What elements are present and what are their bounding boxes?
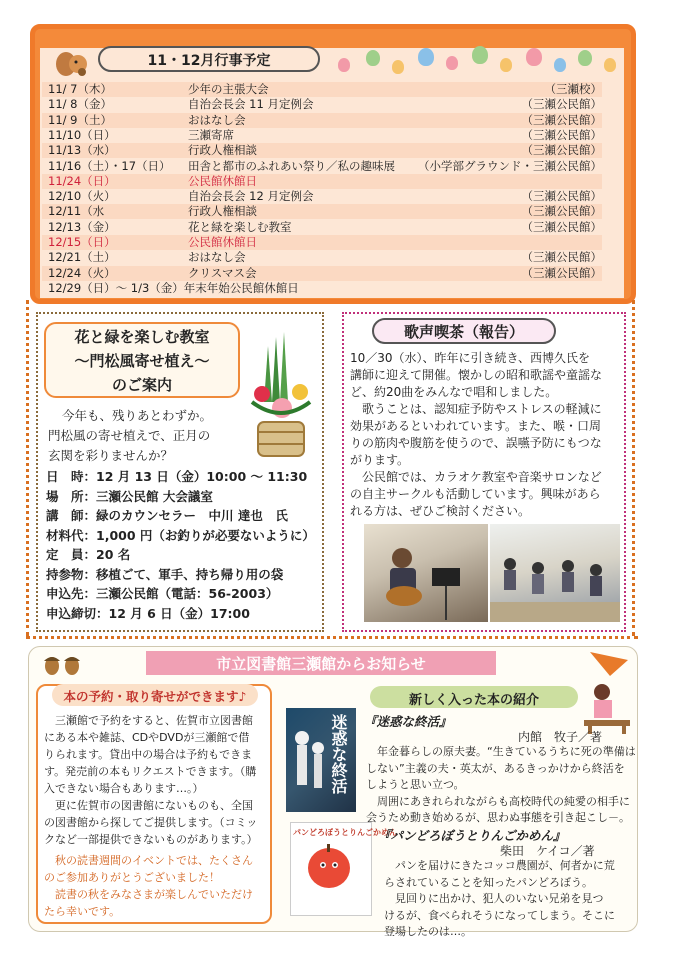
guitar-performance-photo bbox=[364, 524, 488, 622]
book1-desc-line: 年金暮らしの原夫妻。“生きているうちに死の準備は bbox=[366, 745, 636, 758]
book1-title: 『迷惑な終活』 bbox=[364, 714, 452, 729]
schedule-list bbox=[0, 82, 678, 298]
schedule-event: おはなし会 bbox=[188, 250, 246, 265]
book2-desc-line: けるが、食べられそうになってしまう。そこに bbox=[384, 908, 615, 922]
schedule-venue: （三瀬公民館） bbox=[521, 219, 602, 234]
song-cafe-line: 効果があるといわれています。また、喉・口周 bbox=[350, 419, 602, 433]
reservation-line: 更に佐賀市の図書館にないものも、全国 bbox=[44, 799, 253, 812]
schedule-date: 12/21（土） bbox=[48, 250, 116, 265]
schedule-row bbox=[42, 82, 602, 97]
kadomatsu-icon bbox=[246, 332, 316, 462]
book2-desc-line: らされていることを知ったパンどろぼう。 bbox=[384, 875, 593, 889]
detail-value: 三瀬公民館 大会議室 bbox=[96, 488, 213, 504]
new-books-title: 新しく入った本の紹介 bbox=[408, 693, 539, 708]
schedule-event: 公民館休館日 bbox=[188, 173, 257, 188]
detail-label: 申込先： bbox=[46, 586, 97, 601]
detail-value: 1,000 円（お釣りが必要ないように） bbox=[96, 527, 315, 543]
squirrel-icon bbox=[52, 44, 94, 80]
detail-label: 持参物： bbox=[46, 566, 97, 582]
reservation-line: の図書館から探してご提供します。（コミッ bbox=[44, 816, 258, 829]
schedule-event: 田舎と都市のふれあい祭り／私の趣味展 bbox=[188, 158, 395, 173]
schedule-row bbox=[42, 113, 602, 128]
schedule-row bbox=[42, 128, 602, 143]
schedule-date: 12/13（金） bbox=[48, 219, 116, 234]
schedule-date: 12/15（日） bbox=[48, 235, 116, 249]
book2-cover-title: パンどろぼうとりんごかめん bbox=[293, 828, 397, 837]
detail-label: 場 所： bbox=[46, 488, 97, 504]
book1-author: 内館 牧子／著 bbox=[518, 730, 603, 744]
schedule-venue: （小学部グラウンド・三瀬公民館） bbox=[418, 158, 602, 173]
detail-value: 12 月 13 日（金）10:00 ～ 11:30 bbox=[96, 469, 308, 484]
detail-label: 定 員： bbox=[46, 547, 97, 562]
book2-author: 柴田 ケイコ／著 bbox=[500, 844, 595, 858]
book2-desc-line: 登場したのは…。 bbox=[384, 925, 472, 938]
event-note-line: 秋の読書週間のイベントでは、たくさん bbox=[44, 854, 253, 867]
schedule-row bbox=[42, 250, 602, 265]
audience-photo bbox=[490, 524, 620, 622]
schedule-venue: （三瀬公民館） bbox=[521, 204, 602, 219]
schedule-date: 11/13（水） bbox=[48, 143, 116, 158]
detail-value: 三瀬公民館（電話：56-2003） bbox=[96, 586, 279, 601]
schedule-date: 12/10（火） bbox=[48, 189, 116, 204]
detail-value: 20 名 bbox=[96, 547, 131, 562]
schedule-date: 12/11（水 bbox=[48, 204, 105, 219]
song-cafe-line: りの筋肉や腹筋を使うので、誤嚥予防にもつな bbox=[350, 436, 602, 450]
flower-class-intro-1: 今年も、残りあとわずか。 bbox=[62, 408, 213, 423]
book2-title: 『パンどろぼうとりんごかめん』 bbox=[378, 828, 566, 843]
apple-mask-icon bbox=[308, 848, 350, 888]
schedule-event: 少年の主張大会 bbox=[188, 82, 269, 96]
schedule-row bbox=[42, 266, 602, 281]
song-cafe-title: 歌声喫茶（報告） bbox=[403, 323, 524, 341]
schedule-title: 11・12月行事予定 bbox=[147, 53, 271, 69]
schedule-date: 11/10（日） bbox=[48, 127, 116, 142]
song-cafe-line: 歌うことは、認知症予防やストレスの軽減に bbox=[350, 402, 602, 416]
schedule-venue: （三瀬公民館） bbox=[521, 143, 602, 158]
flower-class-detail-row bbox=[46, 585, 278, 603]
detail-label: 講 師： bbox=[46, 508, 97, 523]
schedule-row bbox=[42, 189, 602, 204]
schedule-date: 11/24（日） bbox=[48, 173, 116, 188]
book1-desc-line: しようと思い立つ。 bbox=[366, 778, 465, 791]
schedule-row bbox=[42, 220, 602, 235]
schedule-row bbox=[42, 174, 602, 189]
schedule-date: 11/16（土）・17（日） bbox=[48, 158, 171, 173]
reading-girl-icon bbox=[580, 650, 634, 734]
detail-label: 日 時： bbox=[46, 469, 97, 484]
flower-class-intro-2: 門松風の寄せ植えで、正月の bbox=[48, 428, 211, 443]
dotted-border-left bbox=[26, 300, 35, 636]
flower-class-detail-row bbox=[46, 488, 213, 506]
schedule-row bbox=[42, 143, 602, 158]
acorn-icon bbox=[40, 650, 84, 678]
flower-class-intro-3: 玄関を彩りませんか？ bbox=[48, 448, 174, 463]
flower-class-detail-row bbox=[46, 527, 315, 545]
schedule-venue: （三瀬公民館） bbox=[521, 112, 602, 127]
detail-label: 材料代： bbox=[46, 527, 97, 543]
schedule-date: 12/24（火） bbox=[48, 265, 116, 280]
schedule-venue: （三瀬公民館） bbox=[521, 189, 602, 204]
song-cafe-line: 講師に迎えて開催。懐かしの昭和歌謡や童謡な bbox=[350, 368, 603, 382]
schedule-date: 12/29（日）～ 1/3（金）年末年始公民館休館日 bbox=[48, 280, 299, 295]
schedule-row bbox=[42, 97, 602, 112]
song-cafe-line: れる方は、ぜひご検討ください。 bbox=[350, 504, 531, 518]
dotted-border-right bbox=[632, 300, 641, 636]
event-note-line: たら幸いです。 bbox=[44, 905, 121, 918]
reservation-line: す。発売前の本もリクエストできます。（購 bbox=[44, 765, 257, 778]
schedule-event: 自治会長会 11 月定例会 bbox=[188, 97, 314, 112]
guitarist-figure bbox=[364, 524, 488, 622]
schedule-event: 花と緑を楽しむ教室 bbox=[188, 219, 292, 234]
book1-desc-line: 周囲にあきれられながらも高校時代の純愛の相手に bbox=[366, 794, 630, 808]
schedule-event: 行政人権相談 bbox=[188, 143, 257, 158]
flower-class-title-1: 花と緑を楽しむ教室 bbox=[74, 328, 210, 346]
detail-value: 緑のカウンセラー 中川 達也 氏 bbox=[96, 508, 288, 523]
song-cafe-line: の自主サークルも活動しています。興味があら bbox=[350, 487, 601, 501]
flower-class-title-2: ～門松風寄せ植え～ bbox=[74, 352, 210, 370]
reservation-line: 入できない場合もあります…。） bbox=[44, 782, 204, 795]
schedule-venue: （三瀬公民館） bbox=[521, 127, 602, 142]
reservation-line: りられます。貸出中の場合は予約もできま bbox=[44, 748, 253, 761]
book1-desc-line: 会うため動き始めるが、思わぬ事態を引き起こし－。 bbox=[366, 811, 630, 824]
flower-class-detail-row bbox=[46, 566, 283, 584]
reservation-title: 本の予約・取り寄せができます♪ bbox=[63, 689, 247, 704]
schedule-venue: （三瀬公民館） bbox=[521, 97, 602, 112]
dotted-border-bottom bbox=[26, 636, 638, 643]
reservation-line: クなど一部提供できないものがあります。） bbox=[44, 833, 258, 846]
flower-class-detail-row bbox=[46, 468, 307, 486]
flower-class-title-3: のご案内 bbox=[111, 376, 172, 394]
reservation-line: 三瀬館で予約をすると、佐賀市立図書館 bbox=[44, 714, 253, 727]
schedule-date: 11/ 8（金） bbox=[48, 97, 112, 112]
schedule-event: 三瀬寄席 bbox=[188, 127, 234, 142]
schedule-row bbox=[42, 159, 602, 174]
schedule-event: 行政人権相談 bbox=[188, 204, 257, 219]
schedule-date: 11/ 9（土） bbox=[48, 112, 112, 127]
schedule-row bbox=[42, 281, 602, 296]
flower-class-detail-row bbox=[46, 546, 130, 564]
flower-class-detail-row bbox=[46, 507, 288, 525]
audience-figures bbox=[490, 524, 620, 622]
book-cover-title: 迷惑な終活 bbox=[329, 714, 348, 794]
event-note-line: 読書の秋をみなさまが楽しんでいただけ bbox=[44, 888, 253, 901]
book2-desc-line: 見回りに出かけ、犯人のいない兄弟を見つ bbox=[384, 892, 604, 905]
schedule-row bbox=[42, 235, 602, 250]
detail-label: 申込締切： bbox=[46, 605, 109, 621]
schedule-event: 自治会長会 12 月定例会 bbox=[188, 189, 314, 204]
schedule-event: おはなし会 bbox=[188, 112, 246, 127]
book2-desc-line: パンを届けにきたコッコ農園が、何者かに荒 bbox=[384, 859, 615, 872]
book1-desc-line: しない”主義の夫・英太が、あるきっかけから終活を bbox=[366, 761, 625, 775]
event-note-line: のご参加ありがとうございました！ bbox=[44, 871, 220, 884]
schedule-venue: （三瀬校） bbox=[544, 82, 602, 96]
reservation-line: にある本や雑誌、CDやDVDが三瀬館で借 bbox=[44, 731, 250, 744]
schedule-venue: （三瀬公民館） bbox=[521, 265, 602, 280]
schedule-event: 公民館休館日 bbox=[188, 235, 257, 249]
library-banner-title: 市立図書館三瀬館からお知らせ bbox=[216, 655, 426, 673]
schedule-date: 11/ 7（木） bbox=[48, 82, 112, 96]
detail-value: 移植ごて、軍手、持ち帰り用の袋 bbox=[96, 566, 284, 582]
schedule-row bbox=[42, 204, 602, 219]
balloon-decoration bbox=[330, 44, 630, 80]
song-cafe-line: 10／30（水）、昨年に引き続き、西博久氏を bbox=[350, 351, 591, 365]
schedule-venue: （三瀬公民館） bbox=[521, 250, 602, 265]
book-cover-meiwaku bbox=[286, 708, 356, 812]
song-cafe-line: ど、約20曲をみんなで唱和しました。 bbox=[350, 385, 558, 399]
song-cafe-line: 公民館では、カラオケ教室や音楽サロンなど bbox=[350, 470, 602, 484]
flower-class-detail-row bbox=[46, 605, 250, 623]
schedule-event: クリスマス会 bbox=[188, 265, 257, 280]
song-cafe-line: がります。 bbox=[350, 453, 410, 467]
detail-value: 12 月 6 日（金）17:00 bbox=[108, 605, 250, 621]
